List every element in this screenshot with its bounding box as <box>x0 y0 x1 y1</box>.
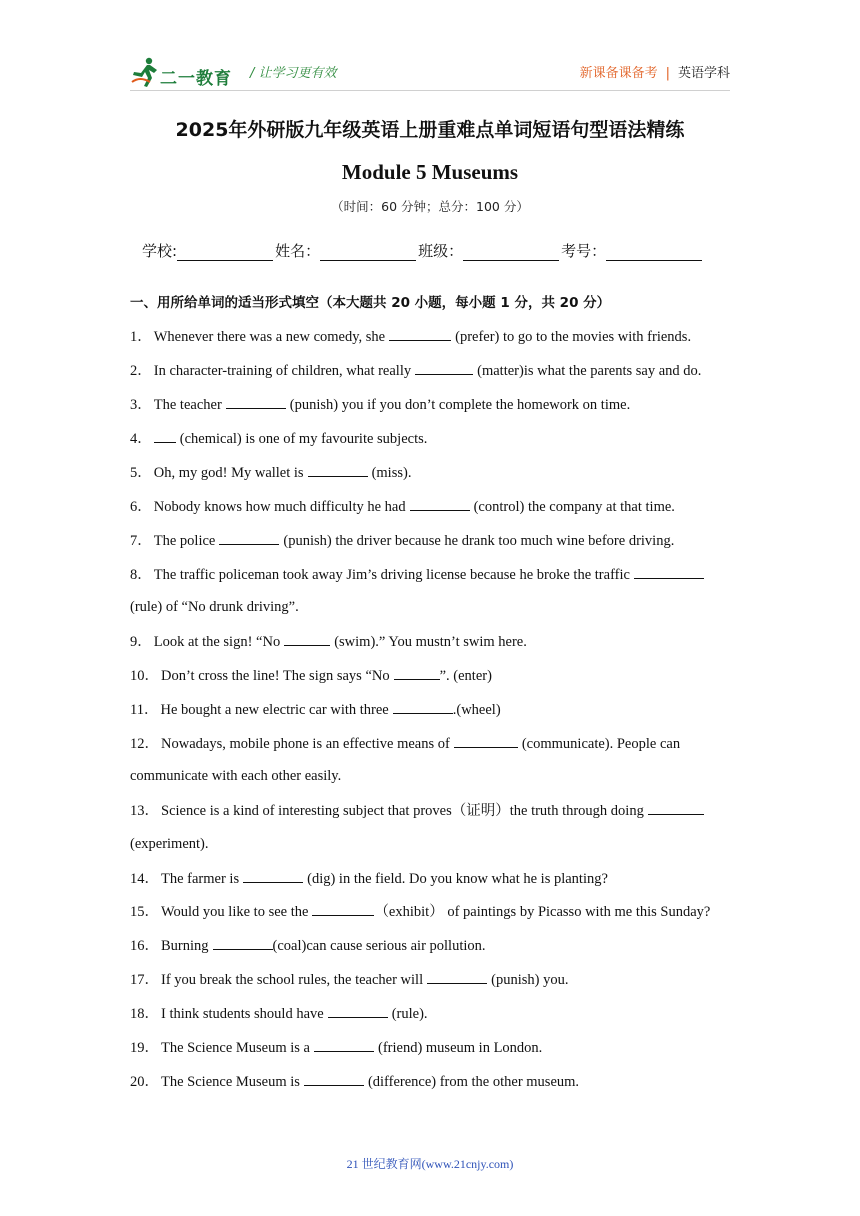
answer-blank[interactable] <box>226 394 286 409</box>
answer-blank[interactable] <box>410 496 470 511</box>
question-4: 4． (chemical) is one of my favourite subjects. <box>130 428 730 449</box>
question-13-continuation: (experiment). <box>130 836 209 852</box>
runner-icon <box>130 56 160 90</box>
slogan: / 让学习更有效 <box>250 66 337 81</box>
name-blank[interactable] <box>320 244 416 261</box>
question-7: 7． The police (punish) the driver because he drank too much wine before driving. <box>130 530 730 551</box>
answer-blank[interactable] <box>389 326 451 341</box>
answer-blank[interactable] <box>454 733 518 748</box>
answer-blank[interactable] <box>243 868 303 883</box>
header-right <box>580 62 730 81</box>
question-9: 9． Look at the sign! “No (swim).” You mustn’t swim here. <box>130 631 730 652</box>
answer-blank[interactable] <box>634 564 704 579</box>
question-2: 2． In character-training of children, what really (matter)is what the parents say and do. <box>130 360 730 381</box>
answer-blank[interactable] <box>648 800 704 815</box>
name-label: 姓名： <box>275 242 321 260</box>
answer-blank[interactable] <box>427 969 487 984</box>
logo <box>130 56 242 90</box>
answer-blank[interactable] <box>213 935 273 950</box>
exam-number-field <box>561 240 704 261</box>
page-title: 2025年外研版九年级英语上册重难点单词短语句型语法精练 <box>175 119 685 141</box>
question-17: 17． If you break the school rules, the teacher will (punish) you. <box>130 969 730 990</box>
question-12-continuation: communicate with each other easily. <box>130 768 342 784</box>
class-label: 班级： <box>418 242 464 260</box>
question-15: 15． Would you like to see the （exhibit） of paintings by Picasso with me this Sunday? <box>130 901 730 922</box>
time-note: （时间：60 分钟；总分：100 分） <box>331 199 529 214</box>
school-blank[interactable] <box>177 244 273 261</box>
question-16: 16． Burning (coal)can cause serious air pollution. <box>130 935 730 956</box>
class-field <box>418 240 561 261</box>
header-separator: | <box>665 66 670 81</box>
question-5: 5． Oh, my god! My wallet is (miss). <box>130 462 730 483</box>
name-field <box>275 240 418 261</box>
answer-blank[interactable] <box>394 665 440 680</box>
question-13: 13． Science is a kind of interesting subject that proves（证明）the truth through doing <box>130 800 730 821</box>
answer-blank[interactable] <box>284 631 330 646</box>
answer-blank[interactable] <box>219 530 279 545</box>
header-subject-label: 英语学科 <box>677 66 730 81</box>
question-1: 1． Whenever there was a new comedy, she (prefer) to go to the movies with friends. <box>130 326 730 347</box>
school-field <box>142 240 275 261</box>
logo-text: 二一教育 <box>160 69 232 88</box>
page-subtitle: Module 5 Museums <box>341 160 519 184</box>
class-blank[interactable] <box>463 244 559 261</box>
question-19: 19． The Science Museum is a (friend) museum in London. <box>130 1037 730 1058</box>
answer-blank[interactable] <box>312 901 374 916</box>
student-info-row <box>142 240 704 261</box>
answer-blank[interactable] <box>393 699 453 714</box>
answer-blank[interactable] <box>328 1003 388 1018</box>
exam-number-label: 考号： <box>561 242 607 260</box>
answer-blank[interactable] <box>415 360 473 375</box>
question-12: 12． Nowadays, mobile phone is an effective means of (communicate). People can <box>130 733 730 754</box>
header-course-label: 新课备课备考 <box>579 66 658 81</box>
question-14: 14． The farmer is (dig) in the field. Do you know what he is planting? <box>130 868 730 889</box>
question-8: 8． The traffic policeman took away Jim’s driving license because he broke the traffic <box>130 564 730 585</box>
question-18: 18． I think students should have (rule). <box>130 1003 730 1024</box>
header-divider <box>130 90 730 91</box>
section-heading: 一、用所给单词的适当形式填空（本大题共 20 小题，每小题 1 分，共 20 分） <box>130 295 611 311</box>
school-label: 学校: <box>142 242 178 260</box>
answer-blank[interactable] <box>308 462 368 477</box>
answer-blank[interactable] <box>154 428 176 443</box>
question-10: 10． Don’t cross the line! The sign says “No ”. (enter) <box>130 665 730 686</box>
question-20: 20． The Science Museum is (difference) from the other museum. <box>130 1071 730 1092</box>
question-11: 11． He bought a new electric car with three .(wheel) <box>130 699 730 720</box>
page-footer[interactable]: 21 世纪教育网(www.21cnjy.com) <box>346 1157 514 1171</box>
answer-blank[interactable] <box>314 1037 374 1052</box>
page-header <box>130 54 730 90</box>
question-6: 6． Nobody knows how much difficulty he had (control) the company at that time. <box>130 496 730 517</box>
answer-blank[interactable] <box>304 1071 364 1086</box>
exam-number-blank[interactable] <box>606 244 702 261</box>
question-8-continuation: (rule) of “No drunk driving”. <box>130 599 299 615</box>
question-3: 3． The teacher (punish) you if you don’t complete the homework on time. <box>130 394 730 415</box>
